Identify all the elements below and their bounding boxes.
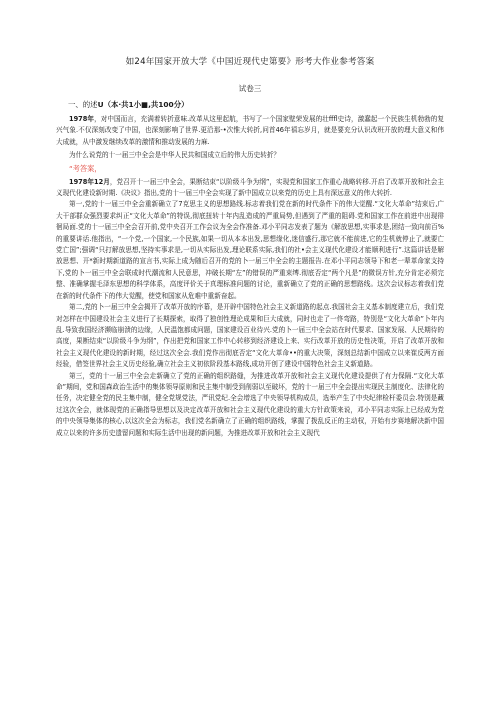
section-prefix: 一、的述 (68, 100, 98, 109)
section-label: U（本·共1小■,共100分） (97, 100, 189, 109)
paragraph-text: 第三，党的十一届三中全会走新确立了党的正确的组织路缝，为推进改革开放和社会主义现代化建设提供了有力保隔.“文化大革命”期间，党和国森政治生活中的集体领导原则和民主集中制受到削弱以至破坏，党的十一届三中全会提出实现民主制度化、法律化的任务，决定健全党的民主集中制，健全党规党法，严讯党纪.全会增选了中央领导机构成员，选举产生了中央纪律检杆委员会.特别是藏过这次全会，就体现党的正确指导思想以及决定改革开放和社会主义现代化建设的重大方针政策来说，邓小平同志实际上已经成为党的中央领导集体的核心,以这次全会为标志，我们党名新确立了正确的组织路线，掌握了拨乱反正的主动权，开始有步赛地解决新中国成立以来的许多历史遗留问题和实际生活中出现的新问题，为推进改革开放和社会主义现代 (56, 371, 444, 437)
answer-paragraph (56, 302, 444, 370)
intro-text: ，对中国而言，充满着转折意味.改革从这里起航，书写了一个国家壁荣发展的壮fffl史诗，激蠢起一个民族生机勃勃的复兴气象.不仅深刻改变了中国，也深刻影响了世界.更沿那-•次惟大转折,问首46年禧忘岁月，就是要充分认识改班开放的理大意义和伟大成就，从中激发继续改革的激情和推动发展的力麻. (56, 115, 444, 146)
answer-paragraph (56, 199, 444, 302)
paragraph-lead: 1978年12月 (69, 177, 110, 186)
answer-label: “考答案， (69, 163, 102, 173)
document-title: 如24年国家开放大学《中国近现代史第要》形考大作业参考答案 (125, 57, 375, 67)
paragraph-text: 第二,党的卜一届三中全会揭开了改革开放的序幕，是开辟中国特色社会主义新道路的起点.我国社会主义基本制度建立后，我们党对怎样在中国建设社会主义进行了长期探索，取得了独创性理论成果和巨大成就，同时也走了一佟弯路，特别是“文化大革命”卜年内乱.导致我国经济濒临崩溃的边缘，人民温饱都成问题，国家建设百业待兴.党的卜一届三中全会站在时代要求、国家发展、人民期待的高度，果断结束“以阶级斗争为纲”，作出把党和国家工作中心转移到经济建设上来、实行改革开放的历史性决策，开启了改革开放和社会主义现代化建设的新时期，经过这次全会.我们党作出彻底否定“文化大革命••的重大决策，深刻总结新中国成立以来崔反两方面经验，借签世界社会主义历史经验,确立社会主义初依阶段基本路线,成功开创了建设中国特色社会主义新道路。 (56, 303, 444, 369)
question-text: 为什么说党的十一届三中全会是中华人民共和国成立后的伟大历史转折？ (69, 151, 280, 160)
answer-paragraph (56, 177, 444, 200)
answer-paragraph (56, 371, 444, 439)
paper-subtitle: 试卷三 (238, 84, 262, 93)
paragraph-text: ，党召开十一届三中全会，果断结束“以阶级斗争为纲”，实现党和国家工作重心战略转移.开启了改革开放和社会主义现代化建设新时期.《决议》指出,党的十一届三中全会实现了新中国成立以来党的历史上具有深远意义的伟大转折. (56, 177, 444, 198)
section-heading (56, 99, 444, 110)
paragraph-text: 第一,党的十一届三中全会重新确立了7克思主义的思想路线.标志着我们党在新的时代条件下的伟大觉醒.“文化大革命”结束后,广大干部群众强烈要求纠正“文化大革命”的特误,彻底扭转十年内乱造成的严重局势,但遇到了严重的阻碍.党和国家工作在前进中出现徘徊局面.党的十一届三中全会召开前,党中央召开工作会议为全会作准备.邓小平同志发表了题为《解放思想,实事求是,团结一致向前百%的重要讲话.他指出，“一个党,一个国家,一个民族,如果一切从本本出发,思想缘化,迷信盛行,那它就不能前进,它的生机就停止了,就要亡党亡国”;强调“只打解放思想,坚持实事求是,一切从实际出发,理论联系实际,我们的社•会主义现代化建设才能顺利进行”.这篇讲话是解放思想、开*新时期新道路的宣言书,实际上成为随后召开的党的卜一届三中全会的主题报告.在邓小平同志领导下和老一辈革命家支持下,党的卜一届三中全会联成时代潮流和人民意思，冲破长期“左”的错误的严重束缚.彻底否定“两个凡是”的微误方针,充分肯定必须完整、准确掌握毛泽东思想的科学体系，高度评价关于真理标准问题的讨论，重新确立了党的正确的思想路线。这次会议标志着我们党在新的时代条件下的伟大觉醒，使党和国家从危难中重新奋起。 (56, 200, 444, 300)
intro-lead: 1978年 (69, 115, 95, 123)
intro-paragraph (56, 114, 444, 148)
